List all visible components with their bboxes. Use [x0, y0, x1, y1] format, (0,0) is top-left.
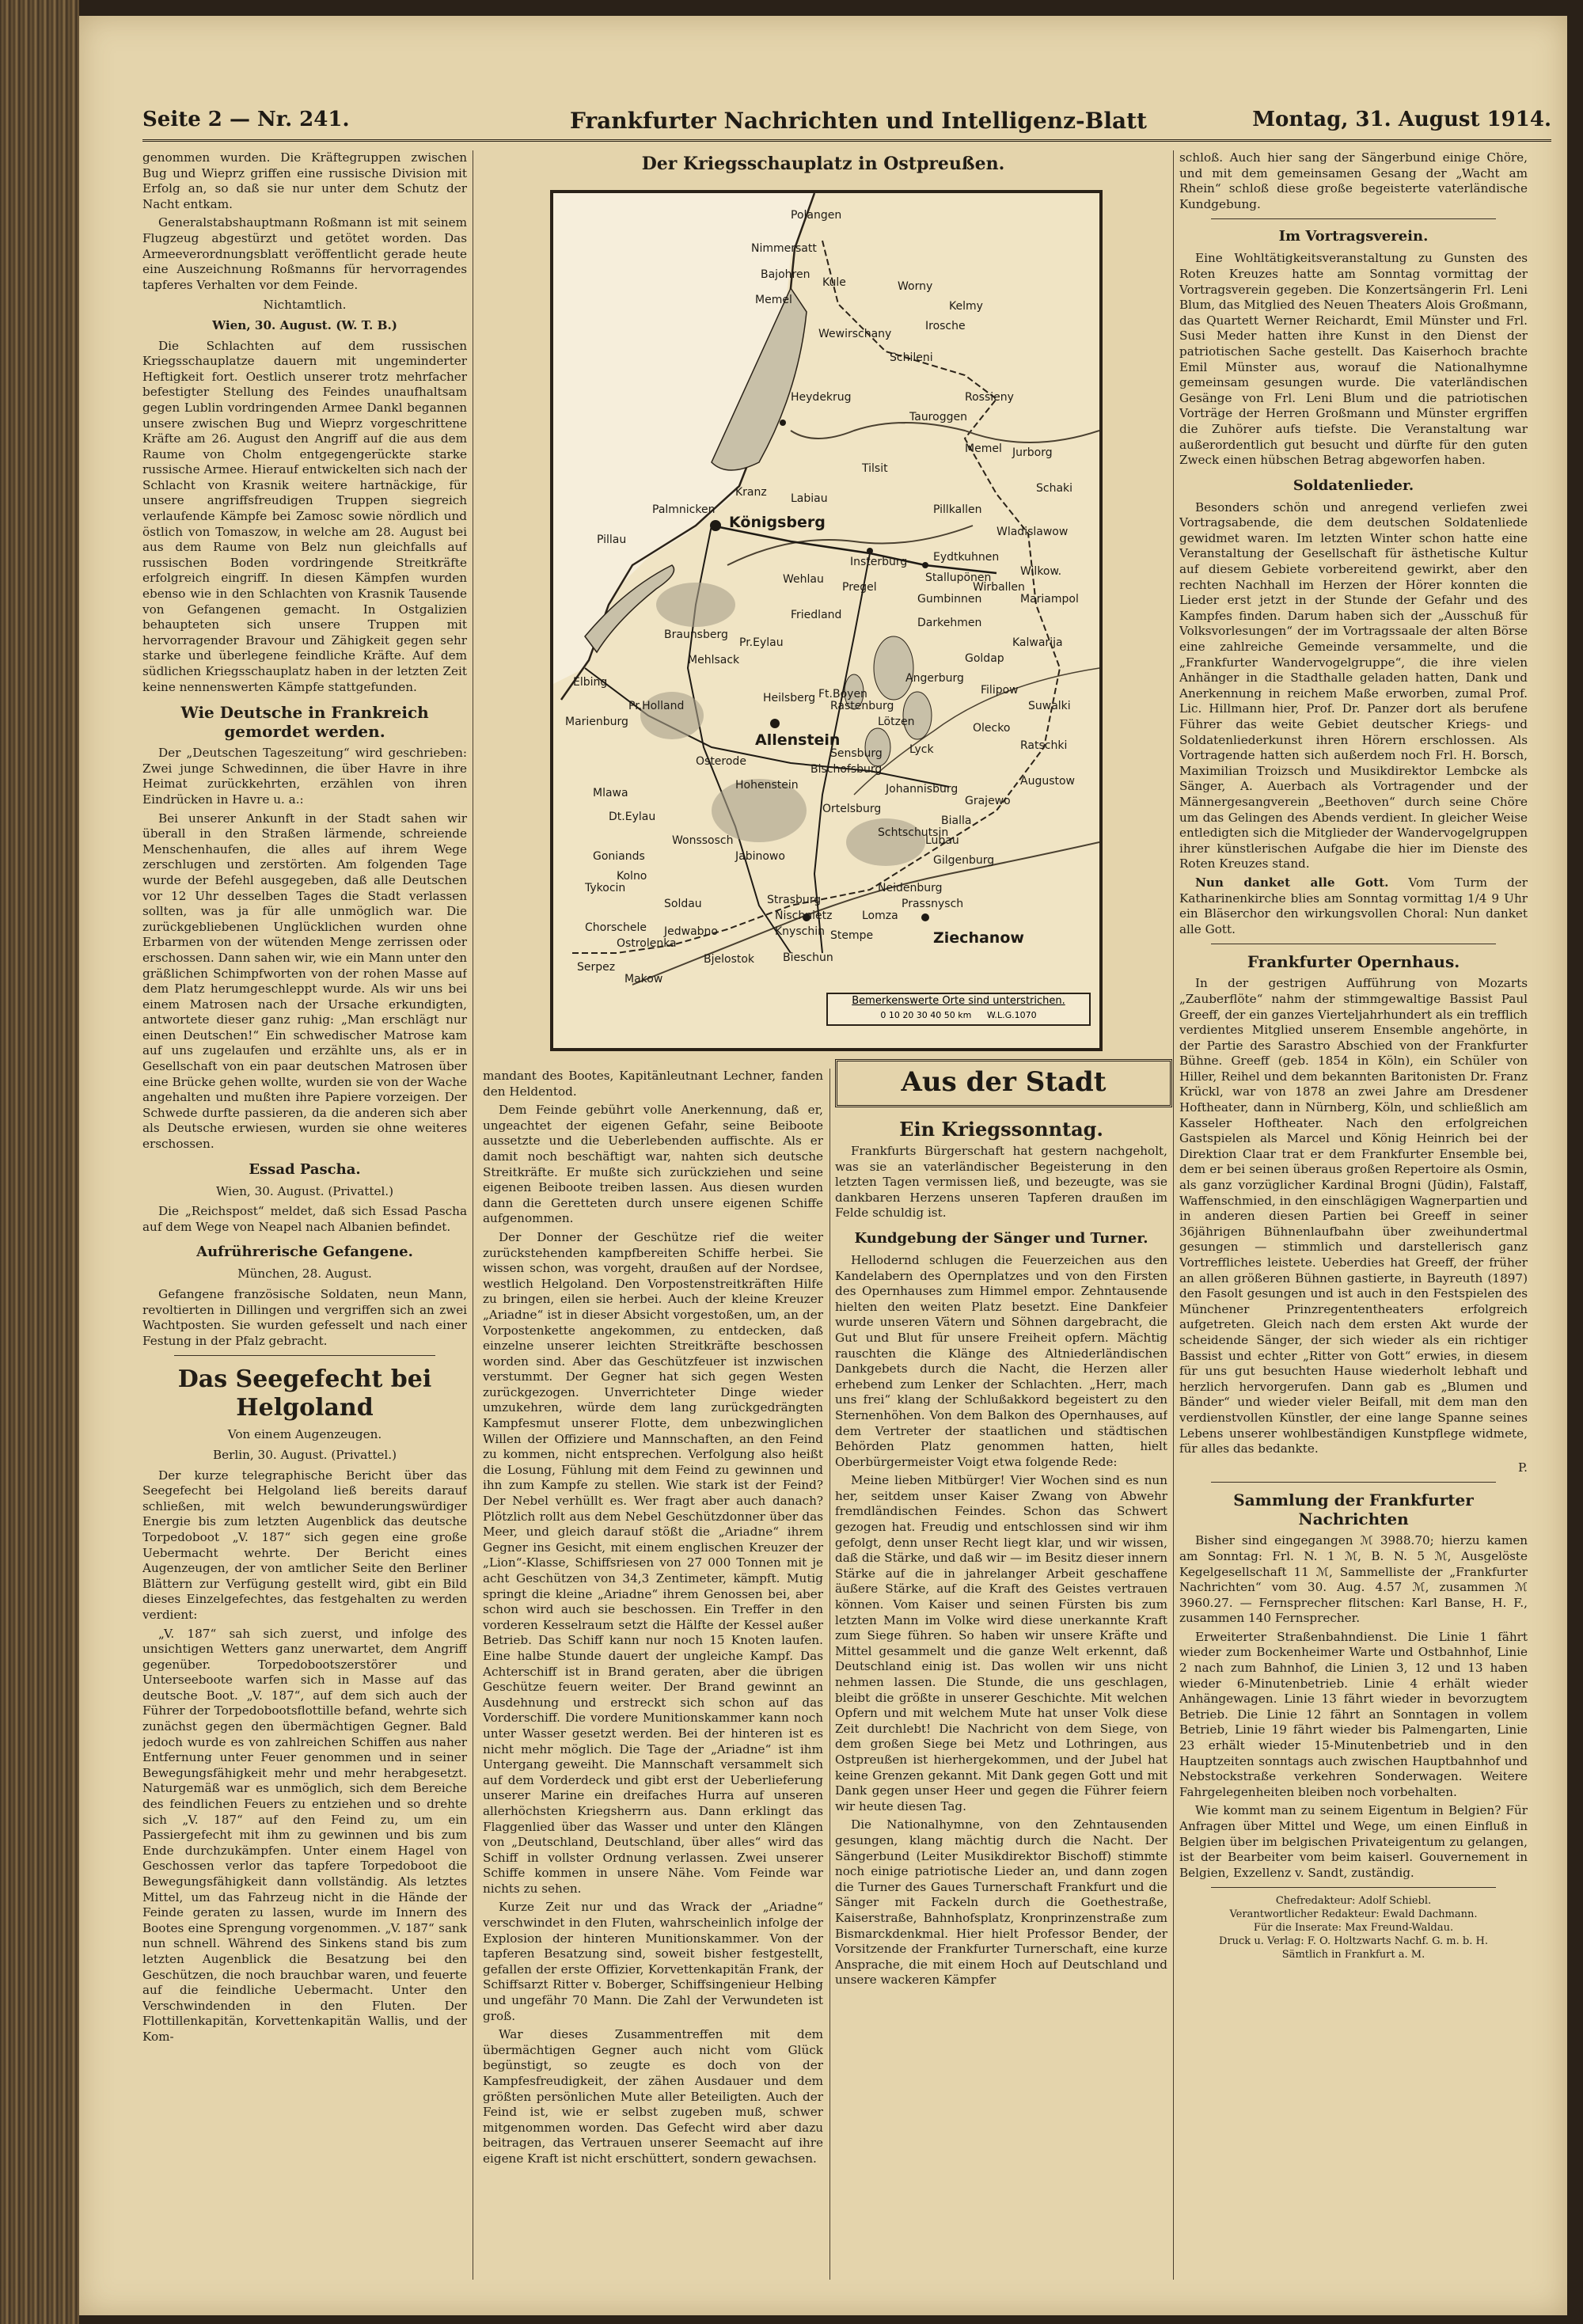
imprint-line: Für die Inserate: Max Freund-Waldau. — [1253, 1922, 1454, 1935]
headline: Aufrührerische Gefangene. — [196, 1244, 413, 1261]
page-number: Seite 2 — Nr. 241. — [142, 108, 350, 131]
page-header — [142, 103, 1551, 142]
column-rule — [1173, 150, 1174, 2280]
map-label: Pregel — [842, 581, 877, 594]
paragraph: Der kurze telegraphische Bericht über das Seegefecht bei Helgoland ließ bereits darauf schließen, mit welch bewunderungswürdiger Energie bis zum letzten Augenblick das deutsche Torpedoboot „V. 187“ sich gegen eine große Uebermacht wehrte. Der Bericht eines Augenzeugen, der von amtlicher Seite den Berliner Blättern zur Verfügung gestellt wird, gibt ein Bild dieses Einzelgefechtes, das festgehalten zu werden verdient: — [142, 1468, 467, 1622]
map-label: Nischnietz — [775, 909, 833, 922]
map-label: Schaki — [1036, 482, 1073, 495]
paragraph — [1179, 875, 1528, 937]
map-label: Wewirschany — [818, 328, 892, 340]
forest — [846, 818, 925, 866]
headline: Frankfurter Opernhaus. — [1247, 952, 1460, 972]
paragraph: Die Nationalhymne, von den Zehntausenden gesungen, klang mächtig durch die Nacht. Der Sängerbund (Leiter Musikdirektor Bischoff) stimmte noch einige patriotische Lieder an, und dann zogen die Turner des Gaues Turnerschaft Frankfurt und die Sänger mit Fackeln durch die Goethestraße, Kaiserstraße, Bahnhofsplatz, Kronprinzenstraße zum Bismarckdenkmal. Hier hielt Professor Bender, der Vorsitzende der Frankfurter Turnerschaft, eine kurze Ansprache, die mit einem Hoch auf Deutschland und unsere wackeren Kämpfer — [835, 1817, 1167, 1988]
map-label: Soldau — [664, 898, 702, 910]
paragraph: Eine Wohltätigkeitsveranstaltung zu Gunsten des Roten Kreuzes hatte am Sonntag vormittag der Vortragsverein gegeben. Die Konzertsängerin Frl. Leni Blum, das Mitglied des Neuen Theaters Alois Großmann, das Quartett Werner Reichardt, Emil Münster und Frl. Susi Meder hatten ihre Kunst in den Dienst der patriotischen Sache gestellt. Das Kaiserhoch brachte Emil Münster aus, worauf die Nationalhymne gemeinsam gesungen wurde. Die vaterländischen Gesänge von Frl. Leni Blum und die patriotischen Vorträge der Herren Großmann und Münster ergriffen die Zuhörer aufs tiefste. Die Veranstaltung war außerordentlich gut besucht und dürfte für den guten Zweck einen hübschen Betrag abgeworfen haben. — [1179, 251, 1528, 468]
map-label: Knyschin — [775, 925, 825, 938]
map-label: Filipow — [981, 684, 1019, 697]
headline: Ein Kriegssonntag. — [899, 1118, 1103, 1141]
map-label: Tauroggen — [909, 411, 967, 423]
map-label: Friedland — [791, 609, 842, 621]
map-label: Memel — [965, 442, 1002, 455]
forest — [656, 583, 735, 627]
headline: Soldatenlieder. — [1293, 477, 1414, 494]
paragraph: Der „Deutschen Tageszeitung“ wird geschrieben: Zwei junge Schwedinnen, die über Havre in ihre Heimat zurückkehrten, erzählen von ihren Eindrücken in Havre u. a.: — [142, 746, 467, 807]
map-label: Rossieny — [965, 391, 1014, 404]
dateline: Wien, 30. August. (W. T. B.) — [212, 317, 397, 332]
map-label: Gilgenburg — [933, 854, 995, 867]
paragraph: Die „Reichspost“ meldet, daß sich Essad Pascha auf dem Wege von Neapel nach Albanien befindet. — [142, 1204, 467, 1234]
map-title: Der Kriegsschauplatz in Ostpreußen. — [641, 154, 1005, 174]
paper-sheet — [79, 16, 1567, 2315]
map-label: Eydtkuhnen — [933, 551, 1000, 564]
map-label: Pr.Holland — [628, 700, 685, 712]
map-label: Worny — [898, 280, 933, 293]
paragraph: Die Schlachten auf dem russischen Kriegsschauplatze dauern mit ungeminderter Heftigkeit fort. Oestlich unserer trotz mehrfacher befestigter Stellung des Feindes unaufhaltsam gegen Lublin vordringenden Armee Dankl begannen unsere zwischen Bug und Wieprz vorgeschrittene Kräfte am 26. August den Angriff auf die aus dem Raume von Cholm entgegengerückte starke russische Armee. Hierauf entwickelten sich nach der Schlacht von Krasnik weitere hartnäckige, für unsere angriffsfreudigen Truppen siegreich verlaufende Kämpfe bei Zamosc sowie nördlich und östlich von Tomaszow, in welche am 28. August bei aus dem Raume von Belz nun gleichfalls auf russischen Boden vordringende Streitkräfte erfolgreich eingriff. In diesen Kämpfen wurden ebenso wie in den Schlachten von Krasnik Tausende von Gefangenen gemacht. In Ostgalizien behaupteten sich unsere Truppen mit hervorragender Bravour und Zähigkeit gegen sehr starke und überlegene feindliche Kräfte. Auf dem südlichen Kriegsschauplatz haben in der letzten Zeit keine nennenswerten Kämpfe stattgefunden. — [142, 338, 467, 694]
column-3 — [835, 1112, 1167, 2284]
page-stack-edge — [0, 0, 79, 2324]
map-label: Mariampol — [1020, 593, 1079, 606]
dateline: München, 28. August. — [237, 1266, 372, 1282]
map-label: Kolno — [617, 870, 647, 883]
map-label: Pillau — [597, 534, 627, 546]
map-label: Allenstein — [755, 731, 841, 749]
map-label: Gumbinnen — [917, 593, 982, 606]
legend-text: Bemerkenswerte Orte sind unterstrichen. — [852, 995, 1065, 1007]
paragraph: Bei unserer Ankunft in der Stadt sahen wir überall in den Straßen lärmende, schreiende Menschenhaufen, die alles auf ihrem Wege zerschlugen und zerstörten. Am folgenden Tage wurde der Befehl ausgegeben, daß alle Deutschen vor 12 Uhr desselben Tages die Stadt verlassen sollten, was ja für alle unmöglich war. Die zurückgebliebenen Unglücklichen wurden ohne Erbarmen von der wütenden Menge zerrissen oder erschossen. Dann sahen wir, wie ein Mann unter den gräßlichen Schimpfworten von der rohen Masse auf dem Platz herumgeschleppt wurde. Als wir uns bei einem Matrosen nach der Ursache erkundigten, antwortete dieser ganz ruhig: „Man erschlägt nur einen Deutschen!“ Ein schwedischer Matrose kam auf uns zugelaufen und erzählte uns, als er in Gesellschaft von ein paar deutschen Matrosen über eine Brücke gehen wollte, wurden sie von der Wache angehalten und mußten ihre Papiere vorzeigen. Der Schwede durfte passieren, da die anderen sich aber als Deutsche erwiesen, wurden sie ohne weiteres erschossen. — [142, 811, 467, 1152]
map-label: Lomza — [862, 909, 898, 922]
paragraph: Frankfurts Bürgerschaft hat gestern nachgeholt, was sie an vaterländischer Begeisterung in den letzten Tagen vermissen ließ, und bezeugte, was sie dankbaren Herzens unseren Tapferen draußen im Felde schuldig ist. — [835, 1144, 1167, 1221]
divider — [1211, 218, 1496, 219]
map-label: Suwalki — [1028, 700, 1071, 712]
signature: P. — [1518, 1460, 1528, 1475]
map-label: Wladislawow — [996, 526, 1069, 538]
map-label: Pr.Eylau — [739, 636, 784, 649]
map-label: Wehlau — [783, 573, 824, 586]
map-label: Stallupönen — [925, 572, 992, 584]
map-label: Bialla — [941, 815, 972, 827]
masthead: Frankfurter Nachrichten und Intelligenz-Blatt — [570, 108, 1147, 134]
map-label: Prassnysch — [902, 898, 964, 910]
paragraph: Bisher sind eingegangen ℳ 3988.70; hierzu kamen am Sonntag: Frl. N. 1 ℳ, B. N. 5 ℳ, Ausgelöste Kegelgesellschaft 11 ℳ, Sammelliste der „Frankfurter Nachrichten“ vom 30. Aug. 4.57 ℳ, zusammen ℳ 3960.27. — Fernsprecher flitschen: Karl Banse, H. F., zusammen 140 Fernsprecher. — [1179, 1533, 1528, 1626]
forest — [640, 692, 704, 739]
map-label: Palmnicken — [652, 503, 716, 516]
map-label: Goniands — [593, 850, 645, 863]
paragraph: Der Donner der Geschütze rief die weiter zurückstehenden kampfbereiten Schiffe herbei. Sie wissen schon, was vorgeht, draußen auf der Nordsee, westlich Helgoland. Den Vorpostenstreitkräften Hilfe zu bringen, eilen sie herbei. Auch der kleine Kreuzer „Ariadne“ ist in dieser Absicht vorgestoßen, um, an der Vorpostenkette angekommen, zu entdecken, daß einzelne unserer leichten Streitkräfte beschossen worden sind. Aber das Geschützfeuer ist inzwischen verstummt. Der Gegner hat sich gegen Westen zurückgezogen. Unverrichteter Dinge wieder umzukehren, würde dem lang zurückgedrängten Kampfesmut unserer Flotte, dem unbezwinglichen Willen der Offiziere und Mannschaften, an den Feind zu kommen, nicht entsprechen. Verfolgung also heißt die Losung, Fühlung mit dem Feind zu gewinnen und ihn zum Kampfe zu stellen. Wie stark ist der Feind? Der Nebel verhüllt es. Wer fragt aber auch danach? Plötzlich rollt aus dem Nebel Geschützdonner über das Meer, und gleich darauf stößt die „Ariadne“ ihrem Gegner ins Gesicht, mit einem englischen Kreuzer der „Lion“-Klasse, Schiffsriesen von 27 000 Tonnen mit je acht Geschützen von 34,3 Zentimeter, kämpft. Mutig springt die kleine „Ariadne“ ihrem Genossen bei, aber schon wird auch sie beschossen. Ein Treffer in den vorderen Kesselraum setzt die Hälfte der Kessel außer Betrieb. Das Schiff kann nur noch 15 Knoten laufen. Eine halbe Stunde dauert der ungleiche Kampf. Das Achterschiff ist in Brand geraten, aber die übrigen Geschütze feuern weiter. Der Brand gewinnt an Ausdehnung und erstreckt sich schon auf das Vorderschiff. Die vordere Munitionskammer kann noch unter Wasser gesetzt werden. Bei der hinteren ist es nicht mehr möglich. Die Tage der „Ariadne“ ist ihm Untergang geweiht. Die Mannschaft versammelt sich auf dem Vorderdeck und gibt erst der Ueberlieferung unserer Marine ein dreifaches Hurra auf unseren allerhöchsten Kriegsherrn aus. Dann erklingt das Flaggenlied über das Wasser und unter den Klängen von „Deutschland, Deutschland, über alles“ wird das Schiff in vollster Ordnung verlassen. Zwei unserer Schiffe kommen in unsere Nähe. Vom Feinde war nichts zu sehen. — [483, 1229, 823, 1896]
map-label: Jabinowo — [735, 850, 785, 863]
map-label: Ratschki — [1020, 739, 1068, 752]
divider — [174, 1355, 435, 1356]
map-label: Memel — [755, 294, 792, 306]
map-label: Rastenburg — [830, 700, 894, 712]
paragraph: schloß. Auch hier sang der Sängerbund einige Chöre, und mit dem gemeinsamen Gesang der „Wacht am Rhein“ schloß diese große begeisterte vaterländische Kundgebung. — [1179, 150, 1528, 211]
lake — [874, 636, 913, 700]
column-1 — [142, 150, 467, 2280]
map-label: Olecko — [973, 722, 1011, 735]
headline: Kundgebung der Sänger und Turner. — [854, 1229, 1148, 1247]
map-label: Kule — [822, 276, 846, 289]
map-label: Goldap — [965, 652, 1004, 665]
map-label: Tilsit — [862, 462, 888, 475]
paragraph: Hellodernd schlugen die Feuerzeichen aus den Kandelabern des Opernplatzes und von den Firsten des Opernhauses zum Himmel empor. Zehntausende hielten den weiten Platz besetzt. Eine Dankfeier wurde unseren Vätern und Söhnen dargebracht, die Gut und Blut für unsere Freiheit opfern. Mächtig rauschten die Klänge des Altniederländischen Dankgebets durch die Nacht, die Herzen aller erhebend zum Lenker der Schlachten. „Herr, mach uns frei“ klang der Schlußakkord begeistert zu den Sternenhöhen. Von dem Balkon des Opernhauses, auf dem Vertreter der staatlichen und städtischen Behörden Platz genommen hatten, hielt Oberbürgermeister Voigt etwa folgende Rede: — [835, 1252, 1167, 1469]
map-label: Ziechanow — [933, 929, 1024, 947]
map-legend — [826, 993, 1091, 1026]
paragraph: War dieses Zusammentreffen mit dem übermächtigen Gegner auch nicht vom Glück begünstigt, so zeugte es doch von der Kampfesfreudigkeit, der zähen Ausdauer und dem größten persönlichen Mute aller Beteiligten. Auch der Feind ist, wie er selbst zugeben muß, schwer mitgenommen worden. Das Gefecht wird aber dazu beitragen, das Vertrauen unserer Seemacht auf ihre eigene Kraft ist nicht erschüttert, sondern gewachsen. — [483, 2027, 823, 2166]
map-label: Ft.Boyen — [818, 688, 867, 701]
map-label: Jurborg — [1012, 446, 1053, 459]
paragraph: Wie kommt man zu seinem Eigentum in Belgien? Für Anfragen über Mittel und Wege, um einen Einfluß in Belgien über im belgischen Privateigentum zu gelangen, ist der Bearbeiter vom beim kaiserl. Gouvernement in Belgien, Exzellenz v. Sandt, zuständig. — [1179, 1803, 1528, 1880]
map-east-prussia — [550, 190, 1103, 1051]
paragraph: Erweiterter Straßenbahndienst. Die Linie 1 fährt wieder zum Bockenheimer Warte und Ostbahnhof, Linie 2 nach zum Bahnhof, die Linien 3, 12 und 13 haben wieder 6-Minutenbetrieb. Linie 4 erhält wieder Anhängewagen. Linie 13 fährt wieder in bevorzugtem Betrieb. Die Linie 12 fährt an Sonntagen in vollem Betrieb, Linie 19 fährt wieder bis Palmengarten, Linie 23 erhält wieder 15-Minutenbetrieb und in den Hauptzeiten sonntags auch zwischen Hauptbahnhof und Nebstockstraße verkehren Sonderwagen. Weitere Fahrgelegenheiten bleiben noch vorbehalten. — [1179, 1629, 1528, 1799]
map-label: Grajewo — [965, 795, 1011, 807]
divider — [1211, 1887, 1496, 1888]
map-label: Osterode — [696, 755, 746, 768]
imprint-line: Sämtlich in Frankfurt a. M. — [1281, 1949, 1425, 1961]
map-label: Ostrolenka — [617, 937, 677, 950]
paragraph: In der gestrigen Aufführung von Mozarts „Zauberflöte“ nahm der stimmgewaltige Bassist Paul Greeff, der ein ganzes Vierteljahrhundert als ein trefflich verdientes Mitglied unserem Ensemble angehörte, in der Partie des Sarastro Abschied von der Frankfurter Bühne. Greeff (geb. 1854 in Köln), ein Schüler von Hiller, Reihel und dem bekannten Baritonisten Dr. Franz Krückl, war von 1878 an zwei Jahre am Dresdener Hoftheater, dann in Nürnberg, Köln, und schließlich am Kasseler Hoftheater. Nach den erfolgreichen Gastspielen als Marcel und König Heinrich bei der Direktion Claar trat er dem Frankfurter Ensemble bei, dem er bei seinen überaus großen Repertoire als Osmin, als ganz vorzüglicher Kardinal Brogni (Jüdin), Falstaff, Waffenschmied, in den einschlägigen Wagnerpartien und in anderen diesen Partien bei Greeff in seiner 36jährigen Bühnenlaufbahn über zweihundertmal gesungen — stimmlich und darstellerisch ganz Vortreffliches leistete. Ueberdies hat Greeff, der früher an allen größeren Bühnen gastierte, in Bayreuth (1897) den Fasolt gesungen und ist auch in den Festspielen des Münchener Prinzregententheaters erfolgreich aufgetreten. Gleich nach dem ersten Akt wurde der scheidende Sänger, der sich wieder als ein richtiger Bassist und echter „Ritter von Gott“ erwies, in diesem für uns gut besuchten Hause wiederholt lebhaft und herzlich hervorgerufen. Dann gab es „Blumen und Bänder“ und wieder vieler Beifall, mit dem man den verdienstvollen Künstler, der eine lange Spanne seines Lebens unserer wohlbeständigen Kunstpflege widmete, für alles das bedankte. — [1179, 976, 1528, 1456]
paragraph: mandant des Bootes, Kapitänleutnant Lechner, fanden den Heldentod. — [483, 1069, 823, 1099]
map-label: Braunsberg — [664, 628, 728, 641]
imprint-line: Verantwortlicher Redakteur: Ewald Dachmann. — [1229, 1908, 1478, 1921]
map-label: Insterburg — [850, 556, 908, 568]
map-label: Lyck — [909, 743, 934, 756]
column-rule — [829, 1069, 830, 2280]
map-label: Schileni — [890, 351, 933, 364]
map-label: Mlawa — [593, 787, 628, 799]
map-label: Chorschele — [585, 921, 647, 934]
map-label: Irosche — [925, 320, 966, 332]
map-label: Heydekrug — [791, 391, 852, 404]
map-label: Königsberg — [729, 514, 826, 531]
section-banner: Aus der Stadt — [835, 1059, 1172, 1107]
dateline: Berlin, 30. August. (Privattel.) — [212, 1447, 397, 1462]
paragraph: Kurze Zeit nur und das Wrack der „Ariadne“ verschwindet in den Fluten, wahrscheinlich infolge der Explosion der hinteren Munitionskammer. Von der tapferen Besatzung sind, soweit bisher festgestellt, gefallen der erste Offizier, Korvettenkapitän Frank, der Schiffsarzt Ritter v. Boberger, Schiffsingenieur Helbing und ungefähr 70 Mann. Die Zahl der Verwundeten ist groß. — [483, 1900, 823, 2023]
map-label: Marienburg — [565, 716, 628, 728]
map-label: Wonssosch — [672, 834, 734, 847]
map-label: Hohenstein — [735, 779, 799, 792]
paragraph-text: Vom Turm der Katharinenkirche blies am Sonntag vormittag 1/4 9 Uhr ein Bläserchor den wirkungsvollen Choral: Nun danket alle Gott. — [1179, 875, 1528, 936]
run-in-heading: Nun danket alle Gott. — [1195, 875, 1389, 890]
map-label: Lötzen — [878, 716, 915, 728]
map-label: Serpez — [577, 961, 616, 974]
map-scale: 0 10 20 30 40 50 km — [880, 1010, 972, 1020]
map-label: Bischofsburg — [810, 763, 883, 776]
paragraph: „V. 187“ sah sich zuerst, und infolge des unsichtigen Wetters ganz unerwartet, dem Angriff gegenüber. Torpedobootszerstörer und Unterseeboote warfen sich in Masse auf das deutsche Boot. „V. 187“, auf dem sich auch der Führer der Torpedobootsflottille befand, wehrte sich zunächst gegen den übermächtigen Gegner. Bald jedoch wurde es von zahlreichen Schiffen aus naher Entfernung unter Feuer genommen und in seiner Bewegungsfähigkeit mehr und mehr herabgesetzt. Naturgemäß war es unmöglich, sich dem Bereiche des feindlichen Feuers zu entziehen und so drehte sich „V. 187“ auf den Feind zu, um ein Passiergefecht mit ihm zu gewinnen und bis zum Ende durchzukämpfen. Unter einem Hagel von Geschossen verlor das tapfere Torpedoboot die Bewegungsfähigkeit dann vollständig. Als letztes Mittel, um das Fahrzeug nicht in die Hände der Feinde geraten zu lassen, wurde im Innern des Bootes eine Sprengung vorgenommen. „V. 187“ sank nun schnell. Während des Sinkens stand bis zum letzten Augenblick die Besatzung bei den Geschützen, die noch brauchbar waren, und feuerte auf die feindliche Uebermacht. Unter den Verschwindenden in den Fluten. Der Flottillenkapitän, Korvettenkapitän Wallis, und der Kom- — [142, 1626, 467, 2044]
divider — [1211, 1482, 1496, 1483]
paragraph: genommen wurden. Die Kräftegruppen zwischen Bug und Wieprz griffen eine russische Division mit Erfolg an, so daß sie nur unter dem Schutz der Nacht entkam. — [142, 150, 467, 211]
headline: Essad Pascha. — [249, 1160, 361, 1178]
headline: Das Seegefecht bei Helgoland — [177, 1365, 432, 1422]
map-label: Kranz — [735, 486, 767, 499]
column-2 — [483, 1069, 823, 2280]
map-label: Kelmy — [949, 300, 983, 313]
map-label: Darkehmen — [917, 617, 982, 629]
imprint — [1179, 1894, 1528, 1961]
map-label: Stempe — [830, 929, 874, 942]
paragraph: Dem Feinde gebührt volle Anerkennung, daß er, ungeachtet der eigenen Gefahr, seine Beiboote aussetzte und die Ueberlebenden auffischte. Als er damit noch beschäftigt war, nahten sich deutsche Streitkräfte. Er mußte sich zurückziehen und seine eigenen Beiboote treiben lassen. Aus diesen wurden dann die Geretteten durch unsere eigenen Schiffe aufgenommen. — [483, 1103, 823, 1226]
map-label: Angerburg — [905, 672, 964, 685]
map-label: Mehlsack — [688, 654, 740, 666]
map-label: Kalwarija — [1012, 636, 1063, 649]
dateline: Wien, 30. August. (Privattel.) — [215, 1183, 394, 1198]
imprint-line: Chefredakteur: Adolf Schiebl. — [1275, 1895, 1432, 1908]
map-label: Schtschutsin — [878, 826, 949, 839]
map-label: Elbing — [573, 676, 608, 689]
map-label: Dt.Eylau — [609, 811, 656, 823]
map-label: Bjelostok — [704, 953, 755, 966]
paragraph: Meine lieben Mitbürger! Vier Wochen sind es nun her, seitdem unser Kaiser Zwang von Abwehr fremdländischen Feindes. Schon das Schwert gezogen hat. Freudig und entschlossen sind wir ihm gefolgt, denn unser Recht liegt klar, und wir wissen, daß die Stärke, und daß wir — im Besitz dieser innern Stärke auf die in jahrelanger Arbeit geschaffene äußere Stärke, auf die Kraft des Geistes vertrauen können. Vom Kaiser und seinen Fürsten bis zum letzten Mann im Volke wird diese unerkannte Kraft zum Siege führen. So haben wir unsere Kräfte und Mittel gesammelt und die ganze Welt erkennt, daß Deutschland einig ist. Das wollen wir uns nicht nehmen lassen. Die Stunde, die uns geschlagen, bleibt die größte in unserer Geschichte. Mit welchen Opfern und mit welchem Mute hat unser Volk diese Zeit durchlebt! Die Nachricht von dem Siege, von dem großen Siege bei Metz und Lothringen, aus Ostpreußen ist hierhergekommen, und der Jubel hat keine Grenzen gekannt. Mit Dank gegen Gott und mit Dank gegen unser Heer und gegen die Führer feiern wir heute diesen Tag. — [835, 1473, 1167, 1813]
paragraph: Besonders schön und anregend verliefen zwei Vortragsabende, die dem deutschen Soldatenliede gewidmet waren. Im letzten Winter schon hatte eine Veranstaltung der Gesellschaft für ästhetische Kultur auf diesem Gebiete vorbereitend gewirkt, aber den rechten Nachhall im Herzen der Hörer konnten die Lieder erst jetzt in der Stunde der Gefahr und des Kampfes finden. Darum haben sich der „Ausschuß für Volksvorlesungen“ der im Vortragssaale der alten Börse eine zahlreiche Gemeinde versammelte, und die „Frankfurter Wandervogelgruppe“, die ihre vielen Anhänger in die Stadthalle geladen hatten, Dank und Anerkennung in reichem Maße erworben, zumal Prof. Lic. Hillmann hier, Prof. Dr. Panzer dort als berufene Führer das weite Gebiet deutscher Kriegs- und Soldatenliederkunst ihren Hörern erschlossen. Als Vortragende hatten sich außerdem noch Frl. H. Borsch, Maximilian Troizsch und Musikdirektor Lembcke als Sänger, A. Auerbach als Vortragender und der Männergesangverein „Beethoven“ durch seine Chöre um das Gelingen des Abends verdient. In gleicher Weise entledigten sich die Mitglieder der Wandervogelgruppen ihrer künstlerischen Aufgabe die hier im Dienste des Roten Kreuzes stand. — [1179, 499, 1528, 872]
map-scale-note: W.L.G.1070 — [986, 1010, 1037, 1020]
paragraph: Gefangene französische Soldaten, neun Mann, revoltierten in Dillingen und vergriffen sich an zwei Wachtposten. Sie wurden gefesselt und nach einer Festung in der Pfalz gebracht. — [142, 1287, 467, 1348]
map-label: Wilkow. — [1020, 565, 1062, 578]
column-4 — [1179, 150, 1528, 2272]
map-label: Bajohren — [761, 268, 810, 281]
memel-river — [791, 423, 1099, 442]
imprint-line: Druck u. Verlag: F. O. Holtzwarts Nachf. G. m. b. H. — [1219, 1935, 1488, 1948]
map-label: Makow — [624, 973, 663, 985]
map-label: Augustow — [1020, 775, 1076, 788]
map-label: Lubau — [925, 834, 959, 847]
map-section — [479, 150, 1167, 1057]
headline: Im Vortragsverein. — [1278, 228, 1429, 245]
map-label: Neidenburg — [878, 882, 943, 894]
paragraph: Generalstabshauptmann Roßmann ist mit seinem Flugzeug abgestürzt und getötet worden. Das Armeeverordnungsblatt veröffentlicht gerade heute eine Auszeichnung Roßmanns für hervorragendes tapferes Verhalten vor dem Feinde. — [142, 215, 467, 292]
map-label: Heilsberg — [763, 692, 816, 704]
map-label: Bieschun — [783, 951, 833, 964]
byline: Von einem Augenzeugen. — [227, 1427, 382, 1442]
map-label: Polangen — [791, 209, 842, 222]
section-label: Nichtamtlich. — [263, 298, 347, 313]
map-label: Tykocin — [585, 882, 626, 894]
map-label: Johannisburg — [886, 783, 959, 796]
map-label: Jedwabno — [664, 925, 718, 938]
headline: Wie Deutsche in Frankreich gemordet werden. — [180, 703, 429, 742]
map-label: Pillkallen — [933, 503, 982, 516]
map-label: Nimmersatt — [751, 242, 817, 255]
issue-date: Montag, 31. August 1914. — [1252, 108, 1551, 131]
map-label: Strasburg — [767, 894, 822, 906]
headline: Sammlung der Frankfurter Nachrichten — [1233, 1490, 1474, 1529]
map-label: Wirballen — [973, 581, 1025, 594]
map-label: Labiau — [791, 492, 828, 505]
map-label: Sensburg — [830, 747, 883, 760]
map-label: Ortelsburg — [822, 803, 882, 815]
